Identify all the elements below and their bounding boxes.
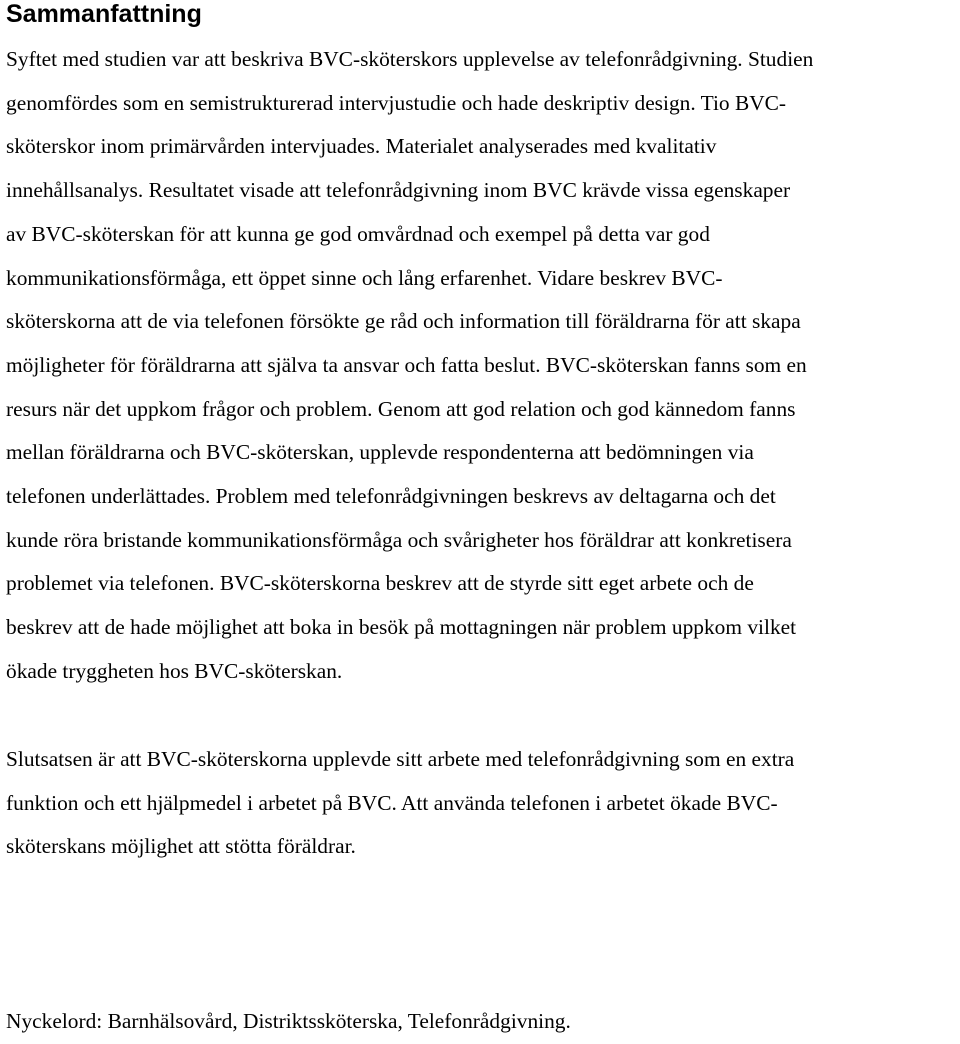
text-line: Syftet med studien var att beskriva BVC-sköterskors upplevelse av telefonrådgivning. Studien — [6, 47, 814, 71]
text-line: ökade tryggheten hos BVC-sköterskan. — [6, 658, 343, 683]
text-line: genomfördes som en semistrukturerad intervjustudie och hade deskriptiv design. Tio BVC- — [6, 90, 787, 115]
text-line: av BVC-sköterskan för att kunna ge god omvårdnad och exempel på detta var god — [6, 221, 710, 246]
text-line: problemet via telefonen. BVC-sköterskorna beskrev att de styrde sitt eget arbete och de — [6, 571, 754, 596]
text-line: mellan föräldrarna och BVC-sköterskan, upplevde respondenterna att bedömningen via — [6, 440, 754, 465]
text-line: innehållsanalys. Resultatet visade att telefonrådgivning inom BVC krävde vissa egenskaper — [6, 178, 791, 203]
text-line: sköterskans möjlighet att stötta föräldrar. — [6, 834, 356, 859]
text-line: telefonen underlättades. Problem med telefonrådgivningen beskrevs av deltagarna och det — [6, 484, 776, 509]
text-line: möjligheter för föräldrarna att själva ta ansvar och fatta beslut. BVC-sköterskan fanns som en — [6, 352, 807, 377]
text-line: resurs när det uppkom frågor och problem. Genom att god relation och god kännedom fanns — [6, 396, 796, 421]
text-line: kunde röra bristande kommunikationsförmåga och svårigheter hos föräldrar att konkretisera — [6, 527, 792, 552]
abstract-paragraph — [6, 38, 813, 694]
text-line: sköterskorna att de via telefonen försökte ge råd och information till föräldrarna för att skapa — [6, 309, 801, 334]
text-line: kommunikationsförmåga, ett öppet sinne och lång erfarenhet. Vidare beskrev BVC- — [6, 265, 723, 290]
text-line: sköterskor inom primärvården intervjuades. Materialet analyserades med kvalitativ — [6, 134, 717, 159]
keywords-line — [6, 1000, 571, 1044]
text-line: Nyckelord: Barnhälsovård, Distriktssköterska, Telefonrådgivning. — [6, 1009, 571, 1033]
text-line: funktion och ett hjälpmedel i arbetet på BVC. Att använda telefonen i arbetet ökade BVC- — [6, 790, 778, 815]
text-line: beskrev att de hade möjlighet att boka in besök på mottagningen när problem uppkom vilket — [6, 615, 797, 640]
text-line: Slutsatsen är att BVC-sköterskorna upplevde sitt arbete med telefonrådgivning som en extra — [6, 747, 795, 771]
section-heading: Sammanfattning — [6, 0, 202, 28]
conclusion-paragraph — [6, 738, 794, 869]
